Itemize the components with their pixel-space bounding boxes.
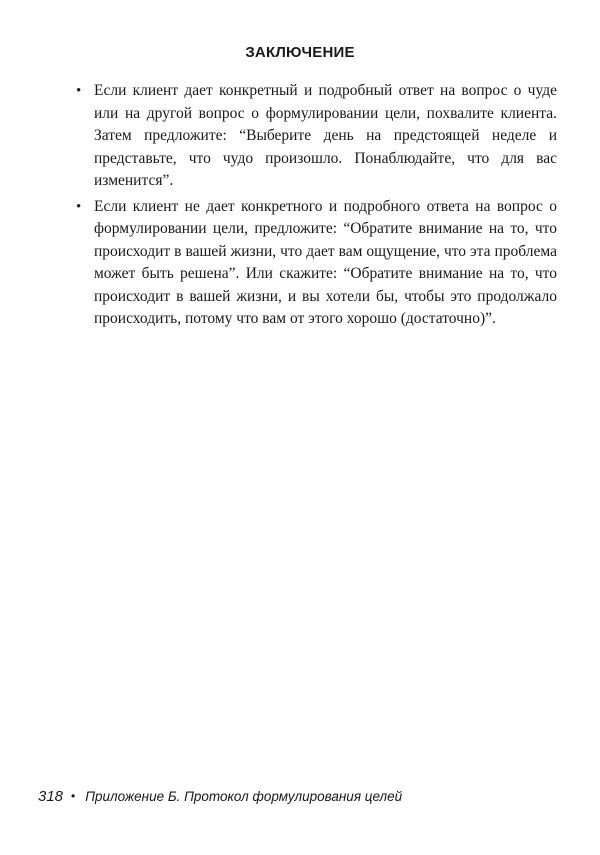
bullet-icon: • (76, 198, 82, 215)
footer-separator-icon: • (71, 789, 76, 803)
bullet-icon: • (76, 83, 82, 99)
bullet-list (72, 80, 557, 334)
bullet-text: Если клиент не дает конкретного и подробного ответа на вопрос о формулировании цели, предложите: “Обратите внимание на то, что происходит в вашей жизни, что дает вам ощущение, что эта проблема может быть решена”. Или скажите: “Обратите внимание на то, что происходит в вашей жизни, и вы хотели бы, чтобы это продолжало происходить, потому что вам от этого хорошо (достаточно)”. (94, 197, 557, 327)
bullet-item (72, 80, 557, 193)
bullet-item (72, 196, 557, 331)
section-heading: ЗАКЛЮЧЕНИЕ (245, 44, 355, 61)
page-footer (38, 788, 568, 805)
bullet-text: Если клиент дает конкретный и подробный ответ на вопрос о чуде или на другой вопрос о формулировании цели, похвалите клиента. Затем предложите: “Выберите день на предстоящей неделе и представьте, что чудо произошло. Понаблюдайте, что для вас изменится”. (94, 82, 557, 189)
running-title: Приложение Б. Протокол формулирования целей (85, 789, 403, 804)
page-number: 318 (38, 788, 64, 805)
